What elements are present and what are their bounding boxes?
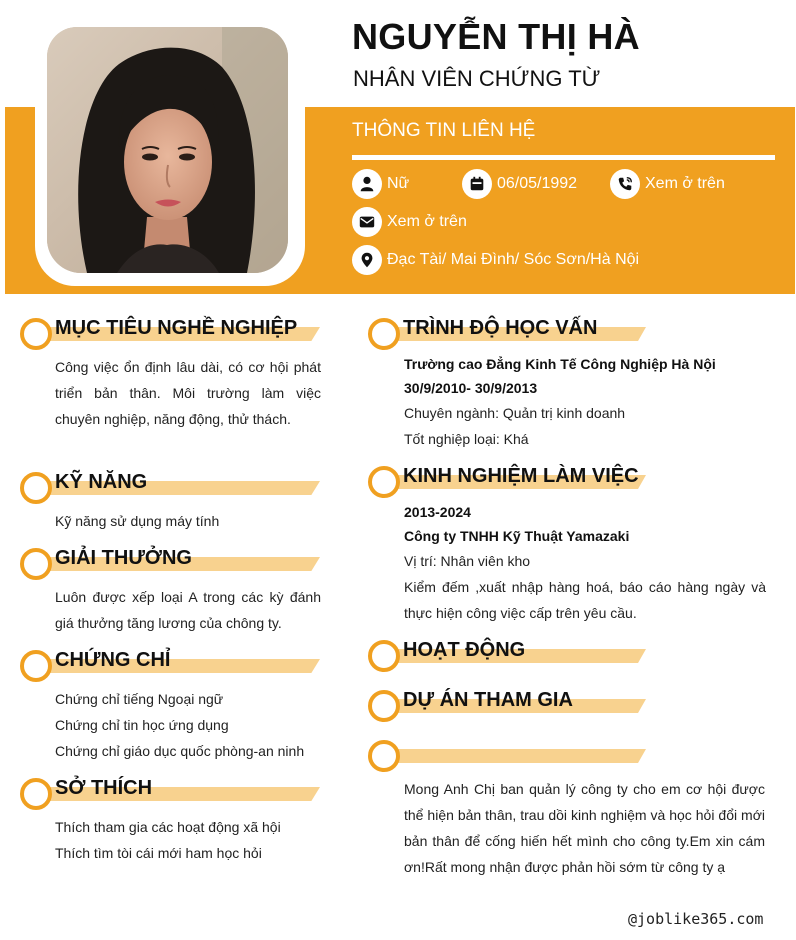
heading-ring-icon [20, 548, 52, 580]
education-grade: Tốt nghiệp loại: Khá [404, 431, 529, 447]
projects-heading [368, 687, 648, 723]
heading-ring-icon [20, 318, 52, 350]
education-period: 30/9/2010- 30/9/2013 [404, 380, 538, 396]
experience-period: 2013-2024 [404, 504, 471, 520]
section-title: TRÌNH ĐỘ HỌC VẤN [403, 317, 598, 339]
hobbies-list [55, 814, 321, 866]
education-content [404, 352, 766, 452]
section-title: CHỨNG CHỈ [55, 649, 171, 671]
job-title: NHÂN VIÊN CHỨNG TỪ [353, 66, 601, 91]
phone-text: Xem ở trên [645, 175, 725, 192]
heading-ring-icon [368, 466, 400, 498]
education-major: Chuyên ngành: Quản trị kinh doanh [404, 405, 626, 421]
extra-heading [368, 737, 648, 773]
section-title: MỤC TIÊU NGHỀ NGHIỆP [55, 317, 298, 339]
section-title: HOẠT ĐỘNG [403, 639, 526, 661]
list-item: Chứng chỉ tin học ứng dụng [55, 717, 229, 733]
user-icon [352, 169, 382, 199]
address-text: Đạc Tài/ Mai Đình/ Sóc Sơn/Hà Nội [387, 251, 640, 268]
calendar-icon [462, 169, 492, 199]
list-item: Thích tham gia các hoạt động xã hội [55, 819, 281, 835]
heading-ring-icon [20, 650, 52, 682]
heading-ring-icon [368, 740, 400, 772]
experience-content [404, 500, 766, 626]
heading-ring-icon [20, 472, 52, 504]
contact-divider [352, 155, 775, 160]
objective-text: Công việc ổn định lâu dài, có cơ hội phát triển bản thân. Môi trường làm việc chuyên nghiệp, năng động, thử thách. [55, 359, 321, 427]
company-name: Công ty TNHH Kỹ Thuật Yamazaki [404, 528, 630, 544]
heading-ring-icon [368, 640, 400, 672]
skills-text: Kỹ năng sử dụng máy tính [55, 513, 220, 529]
dob-text: 06/05/1992 [497, 175, 578, 192]
email-text: Xem ở trên [387, 213, 467, 230]
skills-heading [20, 469, 322, 505]
mail-icon [352, 207, 382, 237]
school-name: Trường cao Đẳng Kinh Tế Công Nghiệp Hà Nội [404, 356, 716, 372]
experience-position: Vị trí: Nhân viên kho [404, 553, 531, 569]
activities-heading [368, 637, 648, 673]
profile-photo [47, 27, 288, 273]
location-icon [352, 245, 382, 275]
certificates-list [55, 686, 321, 764]
watermark-text: @joblike365.com [628, 910, 764, 928]
heading-ring-icon [368, 690, 400, 722]
section-title: SỞ THÍCH [55, 777, 153, 799]
hobbies-heading [20, 775, 322, 811]
candidate-name: NGUYỄN THỊ HÀ [352, 16, 640, 57]
extra-text: Mong Anh Chị ban quản lý công ty cho em cơ hội được thể hiện bản thân, trau dồi kinh nghiệm và học hỏi đổi mới bản thân để cống hiến hết mình cho công ty.Em xin cám ơn!Rất mong nhận được phản hồi sớm từ công ty ạ [404, 781, 765, 875]
list-item: Thích tìm tòi cái mới ham học hỏi [55, 845, 262, 861]
education-heading [368, 315, 648, 351]
section-title: GIẢI THƯỞNG [55, 547, 192, 569]
list-item: Chứng chỉ tiếng Ngoại ngữ [55, 691, 224, 707]
awards-text: Luôn được xếp loại A trong các kỳ đánh giá thưởng tăng lương của chông ty. [55, 589, 321, 631]
certificates-heading [20, 647, 322, 683]
section-title: KINH NGHIỆM LÀM VIỆC [403, 465, 639, 487]
objective-heading [20, 315, 322, 351]
heading-ring-icon [368, 318, 400, 350]
phone-icon [610, 169, 640, 199]
awards-heading [20, 545, 322, 581]
heading-bar [380, 749, 646, 763]
contact-section-title: THÔNG TIN LIÊN HỆ [352, 120, 536, 141]
experience-heading [368, 463, 648, 499]
heading-ring-icon [20, 778, 52, 810]
section-title: KỸ NĂNG [55, 471, 148, 493]
experience-description: Kiểm đếm ,xuất nhập hàng hoá, báo cáo hàng ngày và thực hiện công việc cấp trên yêu cầu. [404, 579, 766, 621]
gender-text: Nữ [387, 175, 410, 192]
section-title: DỰ ÁN THAM GIA [403, 689, 573, 711]
list-item: Chứng chỉ giáo dục quốc phòng-an ninh [55, 743, 305, 759]
